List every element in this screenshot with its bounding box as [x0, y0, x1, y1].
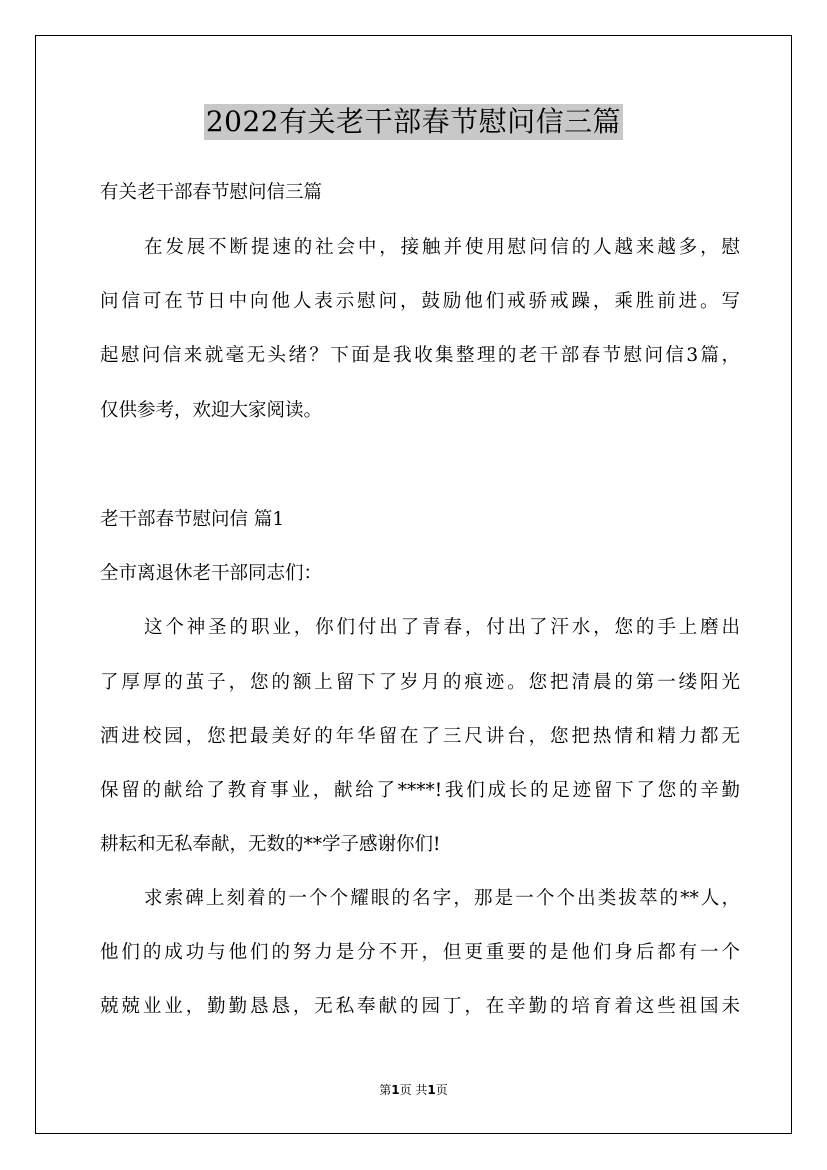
paragraph2-line-3: 兢兢业业，勤勤恳恳，无私奉献的园丁，在辛勤的培育着这些祖国未	[100, 996, 740, 1017]
paragraph2-line-1: 求索碑上刻着的一个个耀眼的名字，那是一个个出类拔萃的**人，	[144, 888, 740, 909]
paragraph1-line-4: 保留的献给了教育事业，献给了****!我们成长的足迹留下了您的辛勤	[100, 780, 740, 801]
intro-line-3: 起慰问信来就毫无头绪？下面是我收集整理的老干部春节慰问信3篇，	[100, 345, 740, 366]
footer-page-prefix: 第	[379, 1083, 392, 1097]
title-container	[0, 104, 827, 140]
paragraph1-line-5: 耕耘和无私奉献，无数的**学子感谢你们!	[100, 834, 441, 855]
footer-page-mid: 页 共	[399, 1083, 428, 1097]
paragraph2-line-2: 他们的成功与他们的努力是分不开，但更重要的是他们身后都有一个	[100, 942, 740, 963]
intro-line-4: 仅供参考，欢迎大家阅读。	[100, 400, 323, 421]
section-heading: 老干部春节慰问信 篇1	[100, 509, 285, 530]
footer-page-current: 1	[391, 1083, 400, 1097]
paragraph1-line-2: 了厚厚的茧子，您的额上留下了岁月的痕迹。您把清晨的第一缕阳光	[100, 672, 740, 693]
intro-line-2: 问信可在节日中向他人表示慰问，鼓励他们戒骄戒躁，乘胜前进。写	[100, 291, 740, 312]
footer-page-total: 1	[427, 1083, 436, 1097]
footer-page-suffix: 页	[435, 1083, 448, 1097]
intro-line-1: 在发展不断提速的社会中，接触并使用慰问信的人越来越多，慰	[144, 237, 740, 258]
paragraph1-line-3: 洒进校园，您把最美好的年华留在了三尺讲台，您把热情和精力都无	[100, 726, 740, 747]
page-footer	[0, 1082, 827, 1098]
document-title: 2022有关老干部春节慰问信三篇	[205, 105, 622, 138]
salutation: 全市离退休老干部同志们：	[100, 563, 323, 584]
document-subtitle: 有关老干部春节慰问信三篇	[100, 182, 323, 203]
paragraph1-line-1: 这个神圣的职业，你们付出了青春，付出了汗水，您的手上磨出	[144, 617, 740, 638]
